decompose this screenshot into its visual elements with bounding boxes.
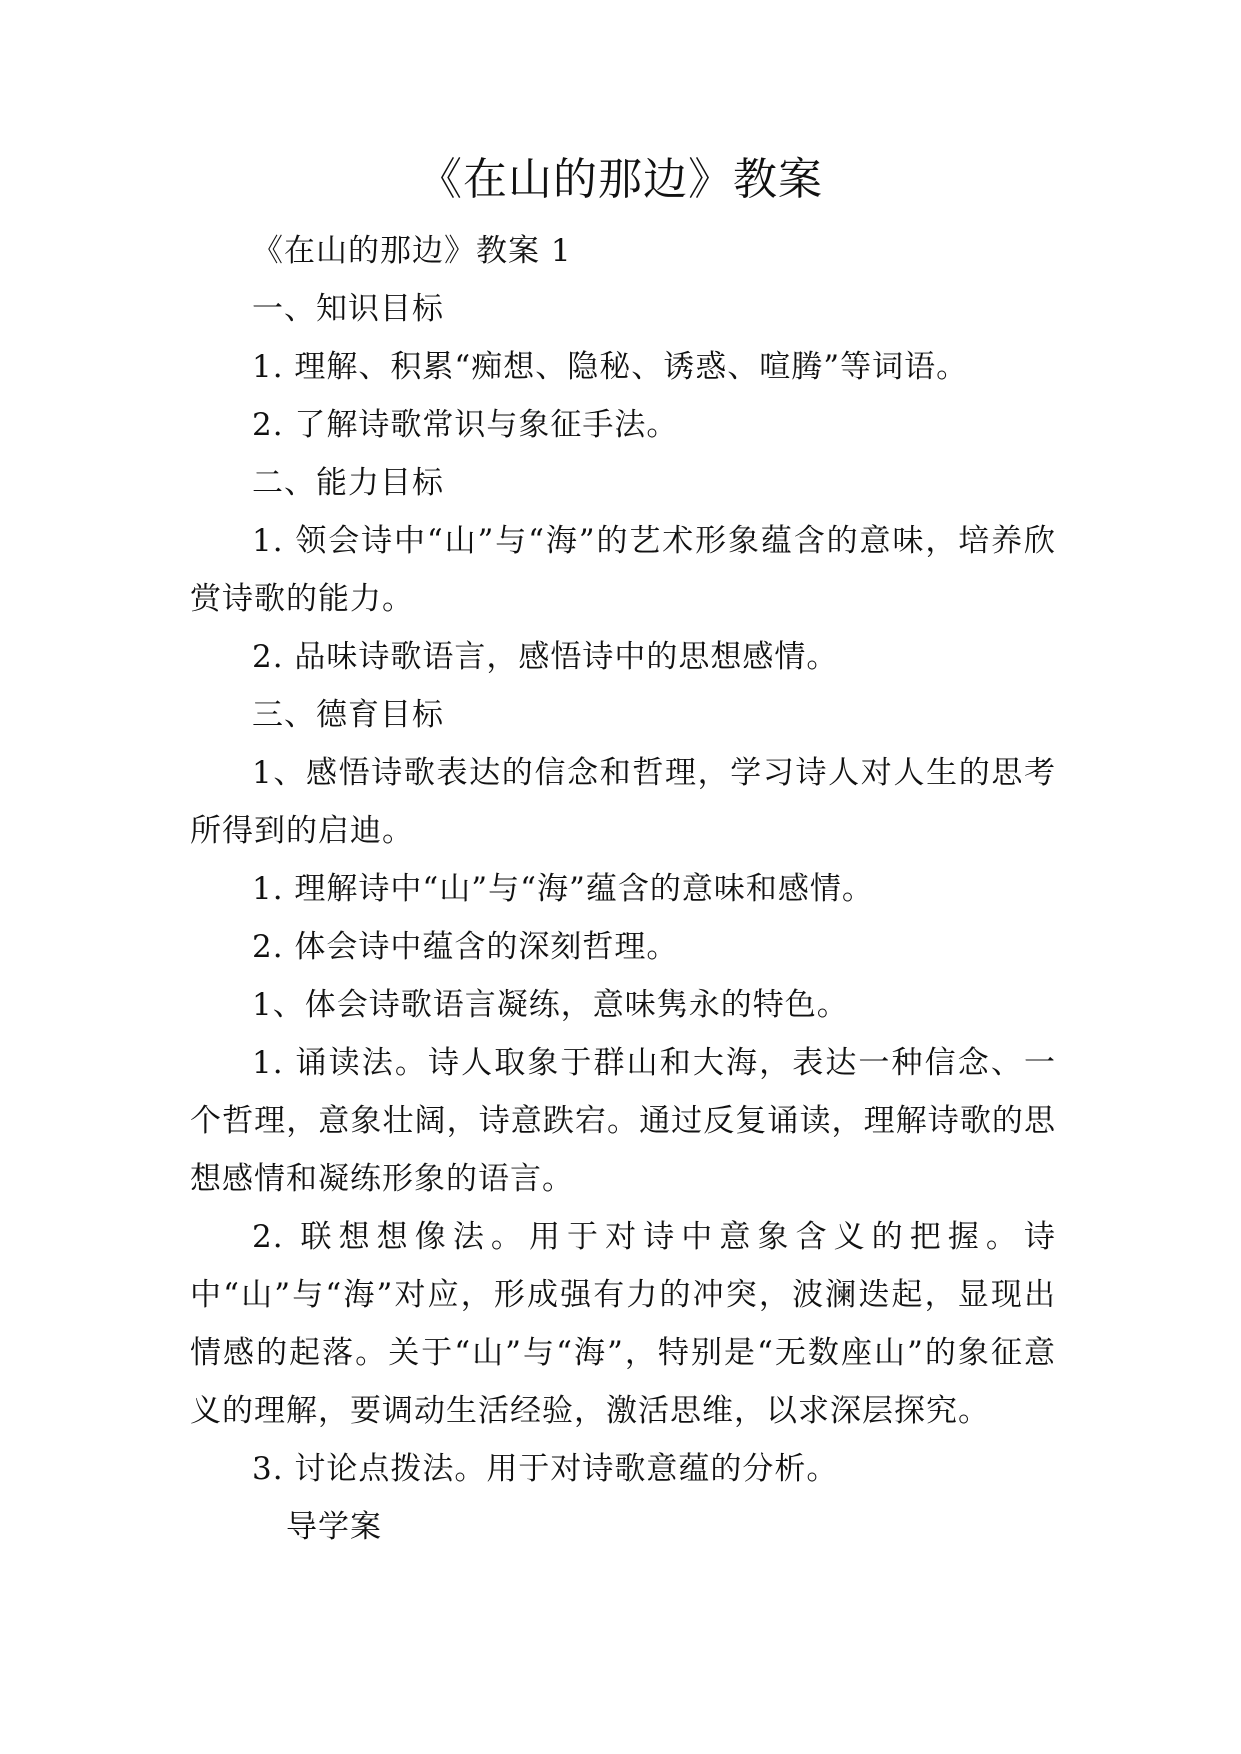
knowledge-goal-1: 1. 理解、积累“痴想、隐秘、诱惑、喧腾”等词语。 <box>252 349 969 385</box>
ability-goal-1: 1. 领会诗中“山”与“海”的艺术形象蕴含的意味，培养欣赏诗歌的能力。 <box>190 523 1056 617</box>
lesson-plan-heading: 《在山的那边》教案 1 <box>252 233 572 269</box>
section-heading-ability-goals: 二、能力目标 <box>252 465 444 501</box>
ability-goal-2: 2. 品味诗歌语言，感悟诗中的思想感情。 <box>252 639 839 675</box>
key-point-2: 2. 体会诗中蕴含的深刻哲理。 <box>252 929 679 965</box>
method-recitation: 1. 诵读法。诗人取象于群山和大海，表达一种信念、一个哲理，意象壮阔，诗意跌宕。通过反复诵读，理解诗歌的思想感情和凝练形象的语言。 <box>190 1045 1056 1197</box>
document-title: 《在山的那边》教案 <box>418 154 823 205</box>
section-heading-moral-goals: 三、德育目标 <box>252 697 444 733</box>
method-discussion: 3. 讨论点拨法。用于对诗歌意蕴的分析。 <box>252 1451 839 1487</box>
moral-goal-1: 1、感悟诗歌表达的信念和哲理，学习诗人对人生的思考所得到的启迪。 <box>190 755 1056 849</box>
section-heading-knowledge-goals: 一、知识目标 <box>252 291 444 327</box>
document-body <box>190 222 1056 1556</box>
difficulty-point-1: 1、体会诗歌语言凝练，意味隽永的特色。 <box>252 987 849 1023</box>
method-association: 2. 联想想像法。用于对诗中意象含义的把握。诗中“山”与“海”对应，形成强有力的冲突，波澜迭起，显现出情感的起落。关于“山”与“海”，特别是“无数座山”的象征意义的理解，要调动生活经验，激活思维，以求深层探究。 <box>190 1219 1056 1429</box>
key-point-1: 1. 理解诗中“山”与“海”蕴含的意味和感情。 <box>252 871 874 907</box>
knowledge-goal-2: 2. 了解诗歌常识与象征手法。 <box>252 407 679 443</box>
guided-study-heading: 导学案 <box>286 1509 382 1545</box>
